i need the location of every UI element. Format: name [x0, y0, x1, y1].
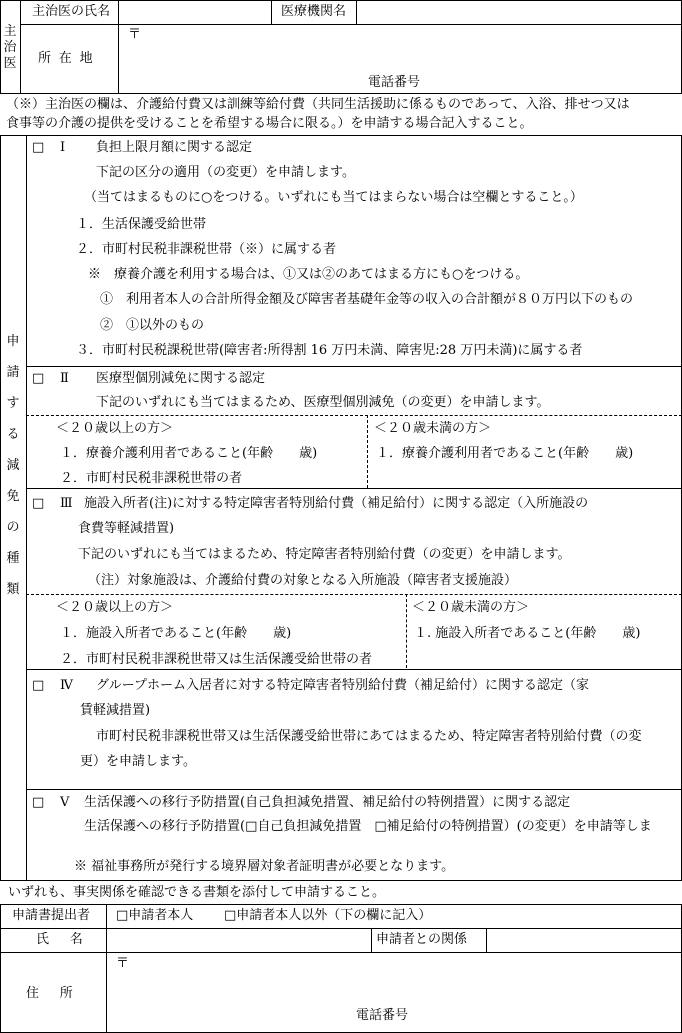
sec2-left-item2: ２．市町村民税非課税世帯の者 [60, 471, 243, 486]
sec1-intro: 下記の区分の適用（の変更）を申請します。 [96, 165, 355, 180]
sec5-numeral: Ⅴ [60, 795, 70, 810]
reduction-side-label: 申請する減免の種類 [6, 334, 20, 597]
submitter-address-label: 住所 [26, 986, 94, 1001]
sec1-checkbox[interactable]: □ [32, 140, 45, 155]
sec5-note: ※ 福祉事務所が発行する境界層対象者証明書が必要となります。 [74, 859, 455, 874]
submitter-postal-mark: 〒 [116, 956, 130, 971]
sec2-checkbox[interactable]: □ [32, 371, 45, 386]
sec3-left-item2: ２．市町村民税非課税世帯又は生活保護受給世帯の者 [60, 652, 373, 667]
sec3-right-header: ＜２０歳未満の方＞ [412, 600, 530, 615]
physician-note-line2: 食事等の介護の提供を受けることを希望する場合に限る。）を申請する場合記入すること。 [6, 116, 533, 131]
postal-mark: 〒 [128, 27, 142, 42]
submitter-name-field[interactable] [107, 929, 370, 951]
physician-name-field[interactable] [119, 1, 270, 23]
sec3-numeral: Ⅲ [60, 496, 73, 511]
sec3-checkbox[interactable]: □ [32, 496, 45, 511]
sec1-sub2: ② ①以外のもの [100, 318, 205, 333]
physician-name-label: 主治医の氏名 [32, 4, 111, 19]
sec1-title: 負担上限月額に関する認定 [96, 140, 253, 155]
relation-label: 申請者との関係 [376, 932, 468, 947]
sec4-title: グループホーム入居者に対する特定障害者特別給付費（補足給付）に関する認定（家 [96, 678, 589, 693]
sec5-title: 生活保護への移行予防措置(自己負担減免措置、補足給付の特例措置）に関する認定 [84, 795, 571, 810]
sec4-numeral: Ⅳ [60, 678, 73, 693]
attach-note: いずれも、事実関係を確認できる書類を添付して申請すること。 [8, 885, 386, 900]
sec1-item2-note: ※ 療養介護を利用する場合は、①又は②のあてはまる方にも○をつける。 [88, 267, 529, 282]
relation-field[interactable] [487, 929, 680, 951]
sec3-right-item1: １. 施設入所者であること(年齢 歳) [414, 626, 641, 641]
sec4-body2: 更）を申請します。 [80, 754, 196, 769]
submitter-phone-label: 電話番号 [356, 1008, 409, 1023]
sec3-title: 施設入所者(注)に対する特定障害者特別給付費（補足給付）に関する認定（入所施設の [84, 496, 589, 511]
sec4-body1: 市町村民税非課税世帯又は生活保護受給世帯にあてはまるため、特定障害者特別給付費（の変 [96, 729, 642, 744]
institution-field[interactable] [357, 1, 680, 23]
sec2-right-item1: １．療養介護利用者であること(年齢 歳) [376, 446, 634, 461]
sec1-note: （当てはまるものに○をつける。いずれにも当てはまらない場合は空欄とすること。） [84, 190, 583, 205]
sec5-checkbox[interactable]: □ [32, 795, 45, 810]
phone-label: 電話番号 [368, 75, 421, 90]
submitter-name-label: 氏名 [36, 932, 104, 947]
institution-label: 医療機関名 [281, 4, 347, 19]
sec2-intro: 下記のいずれにも当てはまるため、医療型個別減免（の変更）を申請します。 [96, 395, 550, 410]
sec1-item2: ２．市町村民税非課税世帯（※）に属する者 [76, 242, 337, 257]
sec3-title2: 食費等軽減措置) [78, 521, 175, 536]
sec3-note: （注）対象施設は、介護給付費の対象となる入所施設（障害者支援施設） [88, 573, 518, 588]
sec2-title: 医療型個別減免に関する認定 [96, 371, 266, 386]
address-label: 所在地 [38, 51, 101, 66]
sec2-right-header: ＜２０歳未満の方＞ [374, 421, 492, 436]
sec4-checkbox[interactable]: □ [32, 678, 45, 693]
sec4-title2: 賃軽減措置) [80, 703, 151, 718]
sec1-item3: ３．市町村民税課税世帯(障害者:所得割 16 万円未満、障害児:28 万円未満)に属する者 [76, 343, 583, 358]
sec3-left-header: ＜２０歳以上の方＞ [56, 600, 174, 615]
sec1-sub1: ① 利用者本人の合計所得金額及び障害者基礎年金等の収入の合計額が８０万円以下のもの [100, 292, 634, 307]
sec2-numeral: Ⅱ [60, 371, 69, 386]
submitter-option-self[interactable]: □申請者本人 [116, 908, 194, 923]
sec2-left-header: ＜２０歳以上の方＞ [56, 421, 174, 436]
sec1-numeral: Ⅰ [60, 140, 66, 155]
submitter-label: 申請書提出者 [12, 908, 91, 923]
sec1-item1: １．生活保護受給世帯 [76, 217, 207, 232]
sec2-left-item1: １．療養介護利用者であること(年齢 歳) [60, 446, 318, 461]
sec5-body: 生活保護への移行予防措置(□自己負担減免措置 □補足給付の特例措置）(の変更）を申請等しま [84, 819, 652, 834]
sec3-left-item1: １．施設入所者であること(年齢 歳) [60, 626, 292, 641]
submitter-option-other[interactable]: □申請者本人以外（下の欄に記入） [224, 908, 432, 923]
physician-side-label: 主治医 [3, 24, 17, 71]
physician-note-line1: （※）主治医の欄は、介護給付費又は訓練等給付費（共同生活援助に係るものであって、入浴、排せつ又は [6, 97, 630, 112]
sec3-intro: 下記のいずれにも当てはまるため、特定障害者特別給付費（の変更）を申請します。 [78, 547, 571, 562]
